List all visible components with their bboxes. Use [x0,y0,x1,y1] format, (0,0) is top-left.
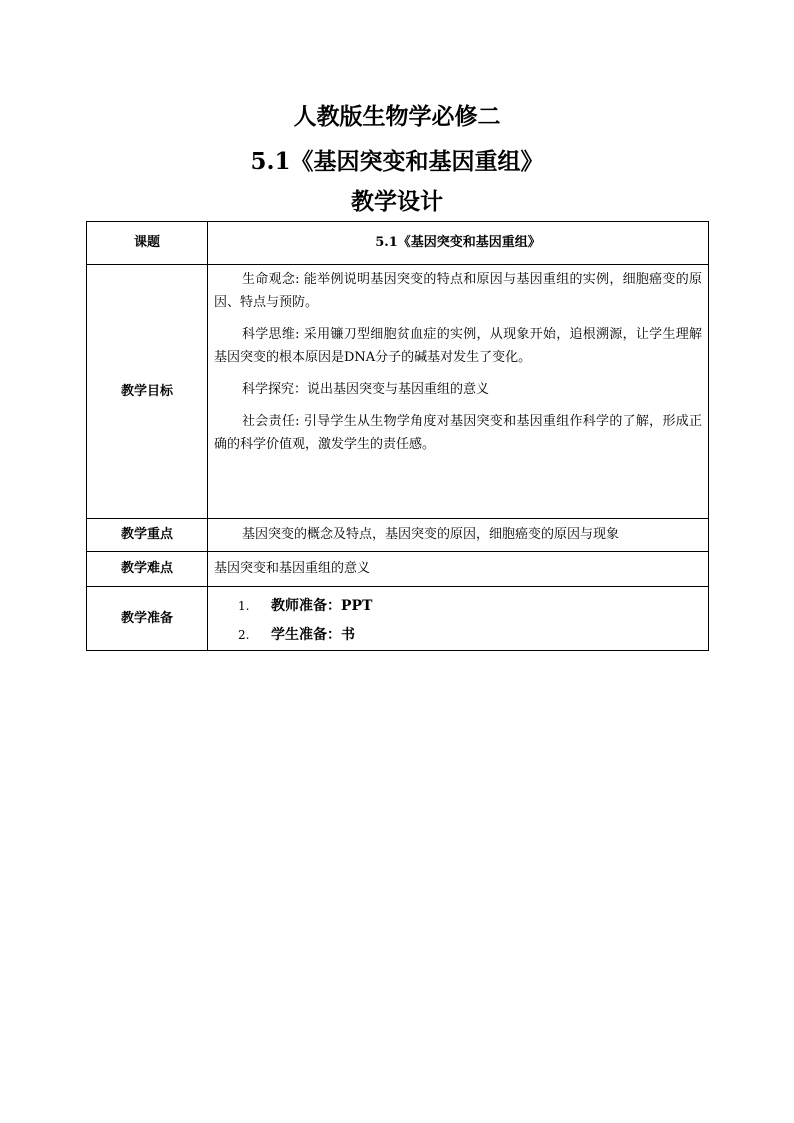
title-textbook: 人教版生物学必修二 [293,103,501,130]
goals-cell [208,265,709,519]
goals-label: 教学目标 [87,265,208,519]
difficulties-cell [208,552,709,587]
preparation-list [208,588,708,650]
list-item-number: 1. [238,598,250,613]
row-course [87,222,709,265]
difficulties-label: 教学难点 [87,552,208,587]
goal-scientific-inquiry: 科学探究：说出基因突变与基因重组的意义 [242,382,490,397]
list-item [238,592,708,621]
row-goals [87,265,709,519]
teacher-preparation: 教师准备：PPT [271,597,373,614]
key-points-value: 基因突变的概念及特点，基因突变的原因，细胞癌变的原因与现象 [242,527,620,542]
key-points-label: 教学重点 [87,519,208,552]
course-label: 课题 [87,222,208,265]
goals-content [208,266,708,517]
list-item [238,621,708,650]
title-lesson: 5.1《基因突变和基因重组》 [250,148,544,175]
course-value: 5.1《基因突变和基因重组》 [208,222,709,265]
row-preparation [87,587,709,651]
row-difficulties [87,552,709,587]
preparation-cell [208,587,709,651]
student-preparation: 学生准备：书 [271,626,355,643]
goal-scientific-thinking: 科学思维: 采用镰刀型细胞贫血症的实例，从现象开始，追根溯源，让学生理解基因突变的根本原因是DNA分子的碱基对发生了变化。 [214,327,702,365]
list-item-number: 2. [238,627,250,642]
goal-life-concept: 生命观念: 能举例说明基因突变的特点和原因与基因重组的实例，细胞癌变的原因、特点与预防。 [214,272,702,310]
title-doc-type: 教学设计 [351,188,443,215]
preparation-label: 教学准备 [87,587,208,651]
difficulties-value: 基因突变和基因重组的意义 [214,561,371,576]
lesson-plan-table [86,221,709,651]
key-points-cell [208,519,709,552]
row-key-points [87,519,709,552]
goal-social-responsibility: 社会责任: 引导学生从生物学角度对基因突变和基因重组作科学的了解，形成正确的科学价值观，激发学生的责任感。 [214,414,702,452]
